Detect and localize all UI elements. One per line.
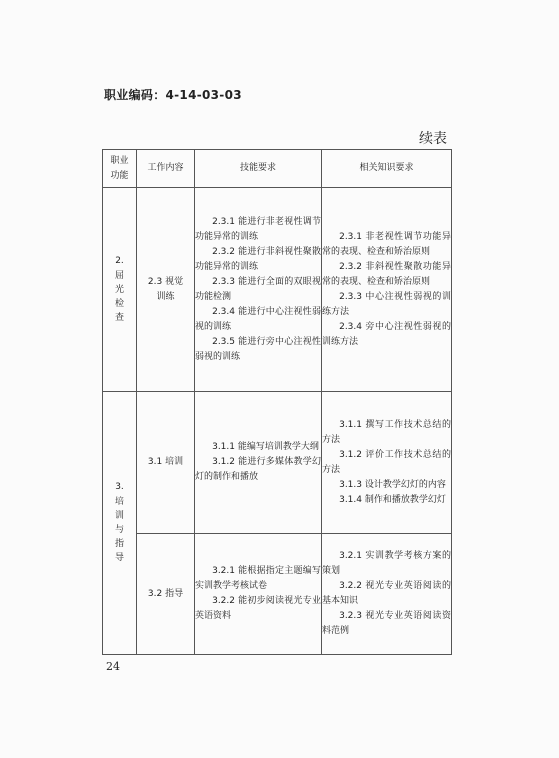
content-cell-2-3 — [137, 188, 195, 392]
skill-item: 3.2.1 能根据指定主题编写实训教学考核试卷 — [195, 566, 321, 591]
occupation-code: 职业编码：4-14-03-03 — [104, 88, 242, 102]
knowledge-item: 3.1.3 设计教学幻灯的内容 — [339, 479, 446, 490]
table-row — [103, 534, 452, 655]
column-header-skills — [195, 150, 322, 188]
function-label: 培训与指导 — [114, 497, 124, 563]
knowledge-item: 2.3.2 非斜视性聚散功能异常的表现、检查和矫治原则 — [322, 261, 451, 287]
skill-item: 3.2.2 能初步阅读视光专业英语资料 — [195, 596, 321, 621]
work-content-label: 3.2 指导 — [147, 588, 184, 599]
column-header-label: 工作内容 — [147, 163, 184, 173]
skill-item: 3.1.1 能编写培训教学大纲 — [212, 442, 319, 452]
work-content-label: 训练 — [156, 291, 175, 302]
content-cell-3-2 — [137, 534, 195, 655]
skills-cell-3-1 — [195, 392, 322, 534]
knowledge-cell-3-1 — [322, 392, 452, 534]
column-header-knowledge — [322, 150, 452, 188]
table-row — [103, 392, 452, 534]
knowledge-item: 3.1.2 评价工作技术总结的方法 — [322, 449, 451, 475]
column-header-label: 职业 — [110, 155, 129, 166]
knowledge-cell-3-2 — [322, 534, 452, 655]
page-number: 24 — [106, 660, 120, 673]
column-header-content — [137, 150, 195, 188]
knowledge-item: 2.3.3 中心注视性弱视的训练方法 — [322, 291, 451, 317]
knowledge-item: 3.2.1 实训教学考核方案的策划 — [322, 551, 451, 576]
column-header-function — [103, 150, 137, 188]
knowledge-item: 3.2.3 视光专业英语阅读资料范例 — [322, 611, 451, 636]
table-header-row — [103, 150, 452, 188]
knowledge-item: 3.1.1 撰写工作技术总结的方法 — [322, 419, 451, 445]
work-content-label: 2.3 视觉 — [147, 276, 184, 287]
skill-item: 2.3.1 能进行非老视性调节功能异常的训练 — [195, 216, 321, 242]
skill-item: 2.3.3 能进行全面的双眼视功能检测 — [195, 276, 321, 302]
function-cell-3 — [103, 392, 137, 655]
column-header-label: 功能 — [110, 170, 129, 181]
column-header-label: 技能要求 — [239, 163, 276, 173]
skills-cell-2-3 — [195, 188, 322, 392]
skill-item: 2.3.4 能进行中心注视性弱视的训练 — [195, 306, 321, 332]
skills-cell-3-2 — [195, 534, 322, 655]
knowledge-item: 2.3.1 非老视性调节功能异常的表现、检查和矫治原则 — [322, 231, 451, 257]
table-row — [103, 188, 452, 392]
knowledge-item: 3.1.4 制作和播放教学幻灯 — [339, 494, 446, 505]
function-label: 屈光检查 — [114, 270, 124, 323]
knowledge-cell-2-3 — [322, 188, 452, 392]
function-number: 2. — [115, 255, 124, 266]
content-cell-3-1 — [137, 392, 195, 534]
skill-item: 2.3.5 能进行旁中心注视性弱视的训练 — [195, 336, 321, 362]
work-content-label: 3.1 培训 — [147, 457, 184, 467]
continued-label: 续表 — [419, 131, 447, 147]
knowledge-item: 2.3.4 旁中心注视性弱视的训练方法 — [322, 321, 451, 347]
skill-item: 3.1.2 能进行多媒体教学幻灯的制作和播放 — [195, 457, 321, 482]
function-number: 3. — [115, 482, 124, 492]
skill-item: 2.3.2 能进行非斜视性聚散功能异常的训练 — [195, 246, 321, 272]
knowledge-item: 3.2.2 视光专业英语阅读的基本知识 — [322, 581, 451, 606]
column-header-label: 相关知识要求 — [359, 163, 414, 173]
function-cell-2 — [103, 188, 137, 392]
skill-standard-table — [102, 149, 452, 655]
